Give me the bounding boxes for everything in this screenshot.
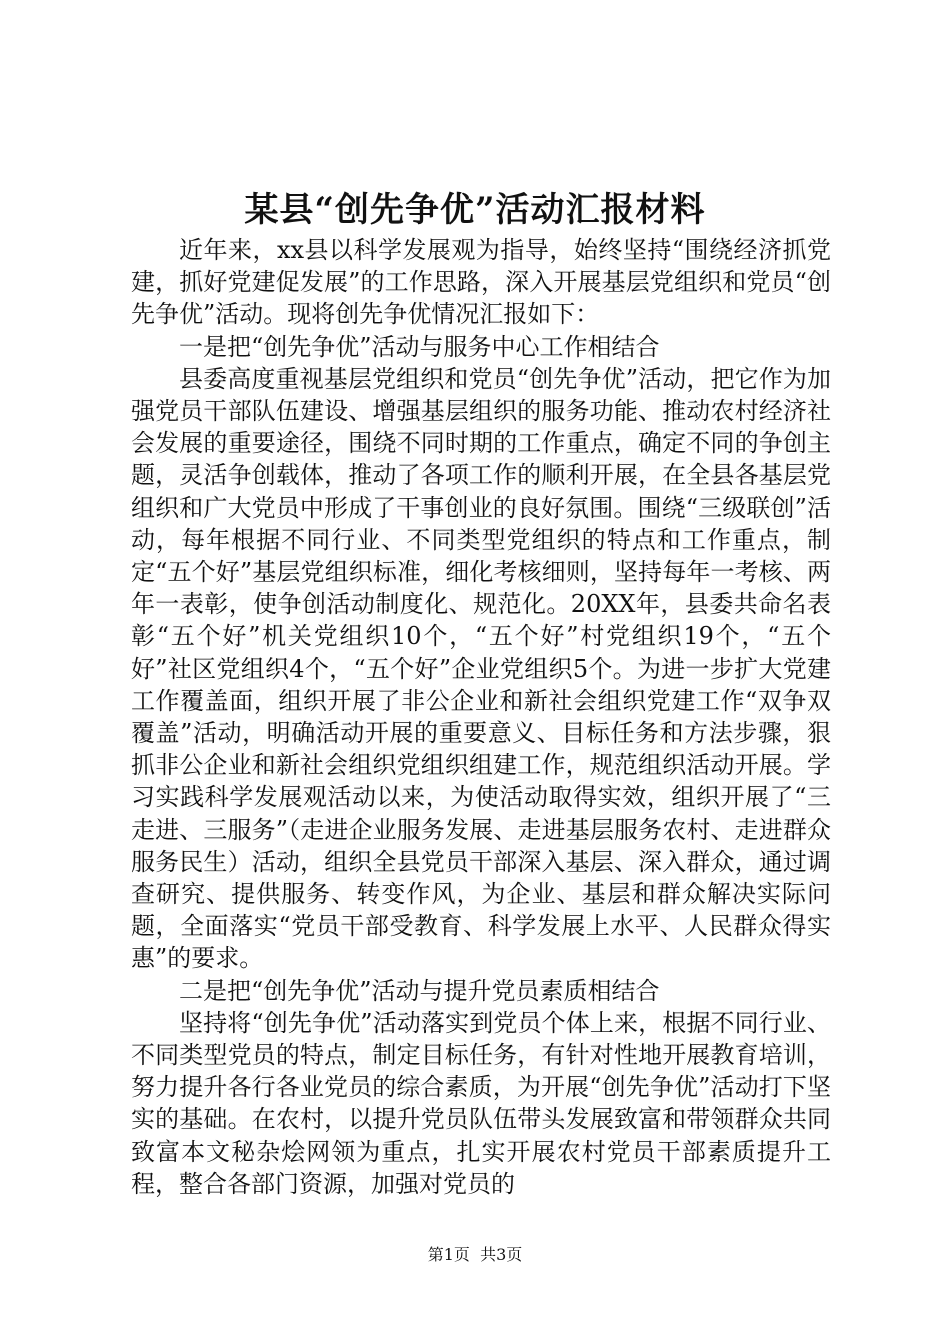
section-2-paragraph: 坚持将“创先争优”活动落实到党员个体上来，根据不同行业、不同类型党员的特点，制定目标任务，有针对性地开展教育培训，努力提升各行各业党员的综合素质，为开展“创先争优”活动打下坚实的基础。在农村，以提升党员队伍带头发展致富和带领群众共同致富本文秘杂烩网领为重点，扎实开展农村党员干部素质提升工程，整合各部门资源，加强对党员的 <box>131 1008 831 1198</box>
document-body <box>131 234 831 1200</box>
document-title: 某县“创先争优”活动汇报材料 <box>244 190 706 230</box>
section-heading-1: 一是把“创先争优”活动与服务中心工作相结合 <box>179 332 660 361</box>
section-heading-2: 二是把“创先争优”活动与提升党员素质相结合 <box>179 976 660 1005</box>
intro-paragraph: 近年来，xx县以科学发展观为指导，始终坚持“围绕经济抓党建，抓好党建促发展”的工作思路，深入开展基层党组织和党员“创先争优”活动。现将创先争优情况汇报如下： <box>131 236 831 329</box>
section-1-paragraph: 县委高度重视基层党组织和党员“创先争优”活动，把它作为加强党员干部队伍建设、增强基层组织的服务功能、推动农村经济社会发展的重要途径，围绕不同时期的工作重点，确定不同的争创主题，灵活争创载体，推动了各项工作的顺利开展，在全县各基层党组织和广大党员中形成了干事创业的良好氛围。围绕“三级联创”活动，每年根据不同行业、不同类型党组织的特点和工作重点，制定“五个好”基层党组织标准，细化考核细则，坚持每年一考核、两年一表彰，使争创活动制度化、规范化。20XX年，县委共命名表彰“五个好”机关党组织10个，“五个好”村党组织19个，“五个好”社区党组织4个，“五个好”企业党组织5个。为进一步扩大党建工作覆盖面，组织开展了非公企业和新社会组织党建工作“双争双覆盖”活动，明确活动开展的重要意义、目标任务和方法步骤，狠抓非公企业和新社会组织党组织组建工作，规范组织活动开展。学习实践科学发展观活动以来，为使活动取得实效，组织开展了“三走进、三服务”（走进企业服务发展、走进基层服务农村、走进群众服务民生）活动，组织全县党员干部深入基层、深入群众，通过调查研究、提供服务、转变作风，为企业、基层和群众解决实际问题，全面落实“党员干部受教育、科学发展上水平、人民群众得实惠”的要求。 <box>131 364 831 973</box>
page-footer <box>0 1245 950 1265</box>
page-number: 第1页 共3页 <box>427 1245 523 1264</box>
